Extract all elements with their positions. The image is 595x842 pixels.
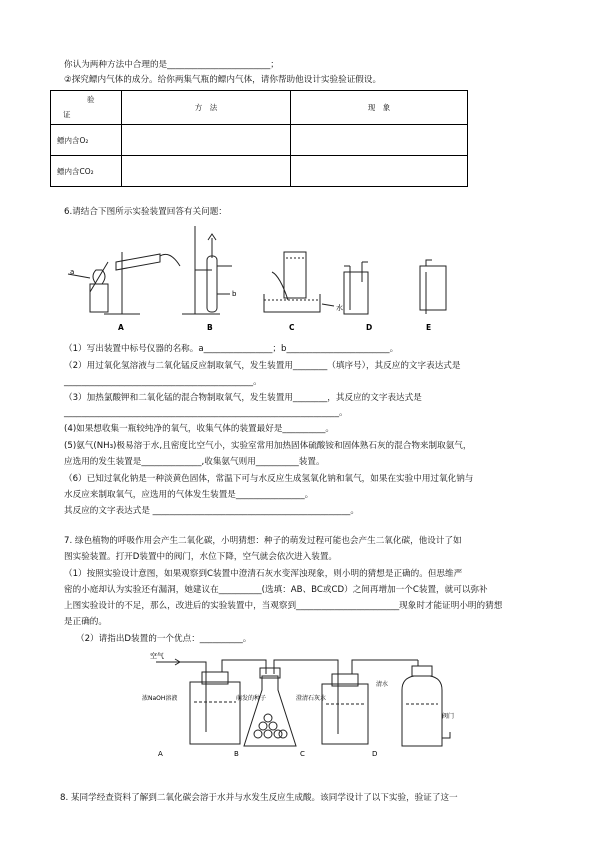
label-C: C — [289, 323, 295, 332]
table-cell-co2-method — [122, 156, 291, 187]
label-limewater: 澄清石灰水 — [296, 695, 327, 702]
apparatus-c — [264, 252, 334, 312]
q6-part2-a: （2）用过氧化氢溶液与二氧化锰反应制取氧气，发生装置用________（填序号），其反应的文字表达式是 — [64, 361, 461, 371]
flask-b — [244, 660, 332, 746]
q7-part1-c: 上图实验设计的不足，那么，改进后的实验装置中，当观察到________________________现象时才能证明小明的猜想 — [64, 601, 503, 611]
label-D: D — [366, 323, 373, 332]
question-8-line1: 8. 某同学经查资料了解到二氧化碳会溶于水并与水发生反应生成酸。该同学设计了以下实验，验证了这一 — [60, 793, 458, 803]
apparatus-e — [420, 260, 446, 314]
table-header-label: 验 证 — [51, 91, 122, 125]
label-naoh: 浓NaOH溶液 — [142, 695, 178, 702]
apparatus-d — [344, 262, 368, 314]
label-valve: 阀门 — [442, 713, 455, 720]
q6-part6-b: 水反应来制取氧气，应选用的气体发生装置是________________。 — [64, 490, 314, 500]
apparatus-b — [182, 226, 232, 314]
q6-part4: (4)如果想收集一瓶较纯净的氧气，收集气体的装置最好是__________。 — [64, 424, 334, 434]
label-clear-water: 清水 — [376, 681, 389, 688]
table-header-phenomenon: 现 象 — [291, 91, 468, 125]
apparatus-figure — [60, 222, 480, 334]
bottle-d — [402, 660, 450, 746]
q6-part2-b: ____________________________________________。 — [64, 377, 262, 387]
table-row-o2-label: 鳔内含O₂ — [51, 125, 122, 156]
table-cell-o2-phenomenon — [291, 125, 468, 156]
label-B: B — [207, 323, 213, 332]
q6-part3-b: ________________________________________________________________。 — [64, 408, 348, 418]
question-6-title: 6.请结合下图所示实验装置回答有关问题： — [64, 207, 227, 217]
q7-part1-a: （1）按照实验设计意图，如果观察到C装置中澄清石灰水变浑浊现象，则小明的猜想是正确的。但思维严 — [64, 569, 463, 579]
line-explore-gas: ②探究鳔内气体的成分。给你两集气瓶的鳔内气体，请你帮助他设计实验验证假设。 — [64, 75, 382, 85]
q6-part5-b: 应选用的发生装置是______________,收集氨气则用__________装置。 — [64, 457, 325, 467]
label-air: 空气 — [150, 652, 164, 660]
q6-part6-c: 其反应的文字表达式是 ______________________________________________。 — [64, 506, 359, 516]
fig2-label-D: D — [372, 750, 378, 758]
question-7-line2: 图实验装置。打开D装置中的阀门，水位下降，空气就会依次进入装置。 — [64, 552, 338, 562]
question-7-line1: 7. 绿色植物的呼吸作用会产生二氧化碳，小明猜想：种子的萌发过程可能也会产生二氧化碳，他设计了如 — [64, 536, 462, 546]
label-E: E — [426, 323, 432, 332]
fig2-label-C: C — [300, 750, 305, 758]
q6-part3-a: （3）加热氯酸钾和二氧化锰的混合物制取氧气，发生装置用________，其反应的文字表达式是 — [64, 393, 422, 403]
bottle-c — [322, 660, 418, 744]
apparatus-a — [68, 252, 180, 314]
q6-part5-a: (5)氨气(NH₃)极易溶于水,且密度比空气小，实验室常用加热固体硫酸铵和固体熟石灰的混合物来制取氨气， — [64, 441, 472, 451]
bottle-a — [180, 660, 252, 744]
q7-part1-d: 是正确的。 — [64, 617, 107, 627]
verification-table — [50, 90, 468, 187]
table-cell-co2-phenomenon — [291, 156, 468, 187]
label-a-marker: a — [70, 268, 75, 276]
q7-part2: （2）请指出D装置的一个优点：__________。 — [76, 634, 252, 644]
seed-experiment-figure — [140, 648, 460, 768]
table-cell-o2-method — [122, 125, 291, 156]
q7-part1-b: 密的小庭却认为实验还有漏洞，她建议在__________(选填：AB、BC或CD）之间再增加一个C装置，就可以弥补 — [64, 585, 488, 595]
table-header-method: 方 法 — [122, 91, 291, 125]
fig2-label-A: A — [158, 750, 163, 758]
label-A: A — [118, 323, 124, 332]
q6-part1: （1）写出装置中标号仪器的名称。a________________；b________________________。 — [64, 344, 399, 354]
q6-part6-a: （6）已知过氧化钠是一种淡黄色固体，常温下可与水反应生成氢氧化钠和氧气，如果在实验中用过氧化钠与 — [64, 474, 474, 484]
label-water: 水 — [336, 304, 343, 312]
label-b-marker: b — [232, 290, 237, 298]
label-seeds: 萌发的种子 — [236, 695, 267, 702]
table-row-co2-label: 鳔内含CO₂ — [51, 156, 122, 187]
line-reasonable-method: 你认为两种方法中合理的是________________________； — [64, 60, 279, 70]
fig2-label-B: B — [234, 750, 239, 758]
